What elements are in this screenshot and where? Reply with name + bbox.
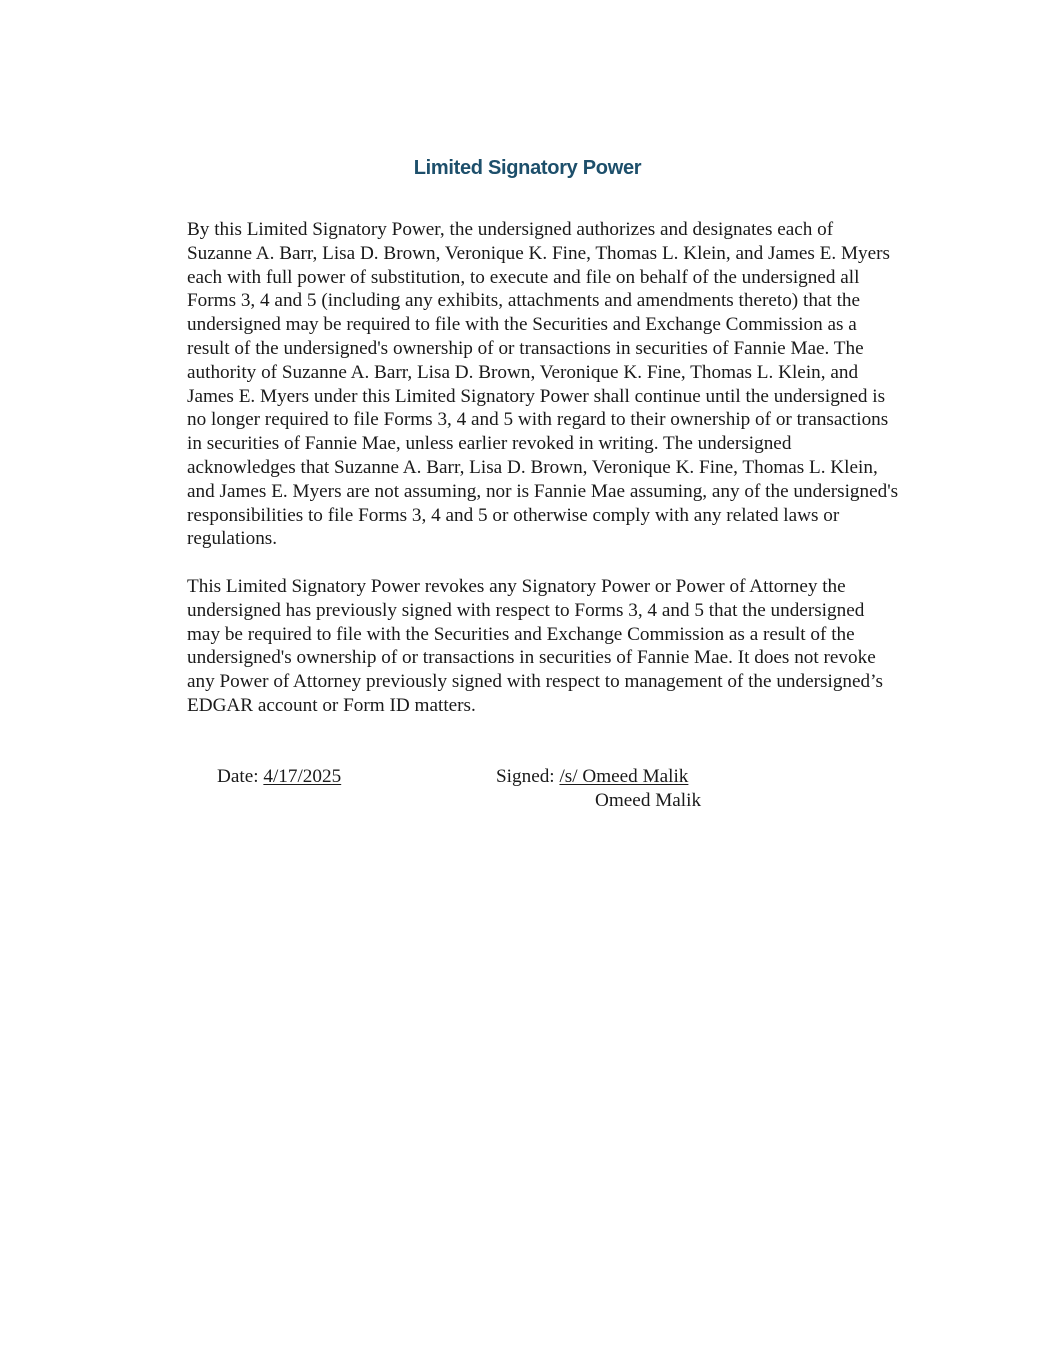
paragraph-line: any Power of Attorney previously signed with respect to management of the undersigned’s	[187, 671, 883, 693]
revocation-paragraph	[187, 575, 957, 718]
paragraph-line: responsibilities to file Forms 3, 4 and 5 or otherwise comply with any related laws or	[187, 504, 840, 526]
paragraph-line: authority of Suzanne A. Barr, Lisa D. Brown, Veronique K. Fine, Thomas L. Klein, and	[187, 361, 859, 383]
date-label: Date:	[217, 766, 259, 787]
date-value: 4/17/2025	[263, 766, 342, 787]
paragraph-line: undersigned may be required to file with the Securities and Exchange Commission as a	[187, 314, 857, 336]
paragraph-line: and James E. Myers are not assuming, nor is Fannie Mae assuming, any of the undersigned's	[187, 480, 899, 502]
paragraph-line: acknowledges that Suzanne A. Barr, Lisa D. Brown, Veronique K. Fine, Thomas L. Klein,	[187, 456, 878, 478]
paragraph-line: Suzanne A. Barr, Lisa D. Brown, Veronique K. Fine, Thomas L. Klein, and James E. Myers	[187, 242, 891, 264]
paragraph-line: each with full power of substitution, to execute and file on behalf of the undersigned all	[187, 266, 860, 288]
paragraph-line: James E. Myers under this Limited Signatory Power shall continue until the undersigned is	[187, 385, 886, 407]
paragraph-line: This Limited Signatory Power revokes any Signatory Power or Power of Attorney the	[187, 576, 846, 597]
document-title: Limited Signatory Power	[413, 157, 642, 179]
paragraph-line: regulations.	[187, 528, 278, 550]
paragraph-line: in securities of Fannie Mae, unless earlier revoked in writing. The undersigned	[187, 433, 792, 455]
paragraph-line: may be required to file with the Securities and Exchange Commission as a result of the	[187, 623, 855, 645]
authorization-paragraph	[187, 218, 957, 551]
paragraph-line: result of the undersigned's ownership of or transactions in securities of Fannie Mae. The	[187, 337, 864, 359]
paragraph-line: EDGAR account or Form ID matters.	[187, 694, 476, 716]
signature-block	[496, 765, 688, 789]
date-block	[217, 765, 341, 789]
paragraph-line: By this Limited Signatory Power, the undersigned authorizes and designates each of	[187, 219, 834, 240]
signature-value: /s/ Omeed Malik	[559, 766, 689, 787]
signed-label: Signed:	[496, 766, 555, 787]
printed-name: Omeed Malik	[595, 790, 702, 811]
paragraph-line: undersigned's ownership of or transactions in securities of Fannie Mae. It does not revoke	[187, 647, 876, 669]
paragraph-line: no longer required to file Forms 3, 4 and 5 with regard to their ownership of or transactions	[187, 409, 889, 431]
paragraph-line: undersigned has previously signed with respect to Forms 3, 4 and 5 that the undersigned	[187, 599, 865, 621]
paragraph-line: Forms 3, 4 and 5 (including any exhibits, attachments and amendments thereto) that the	[187, 290, 861, 312]
